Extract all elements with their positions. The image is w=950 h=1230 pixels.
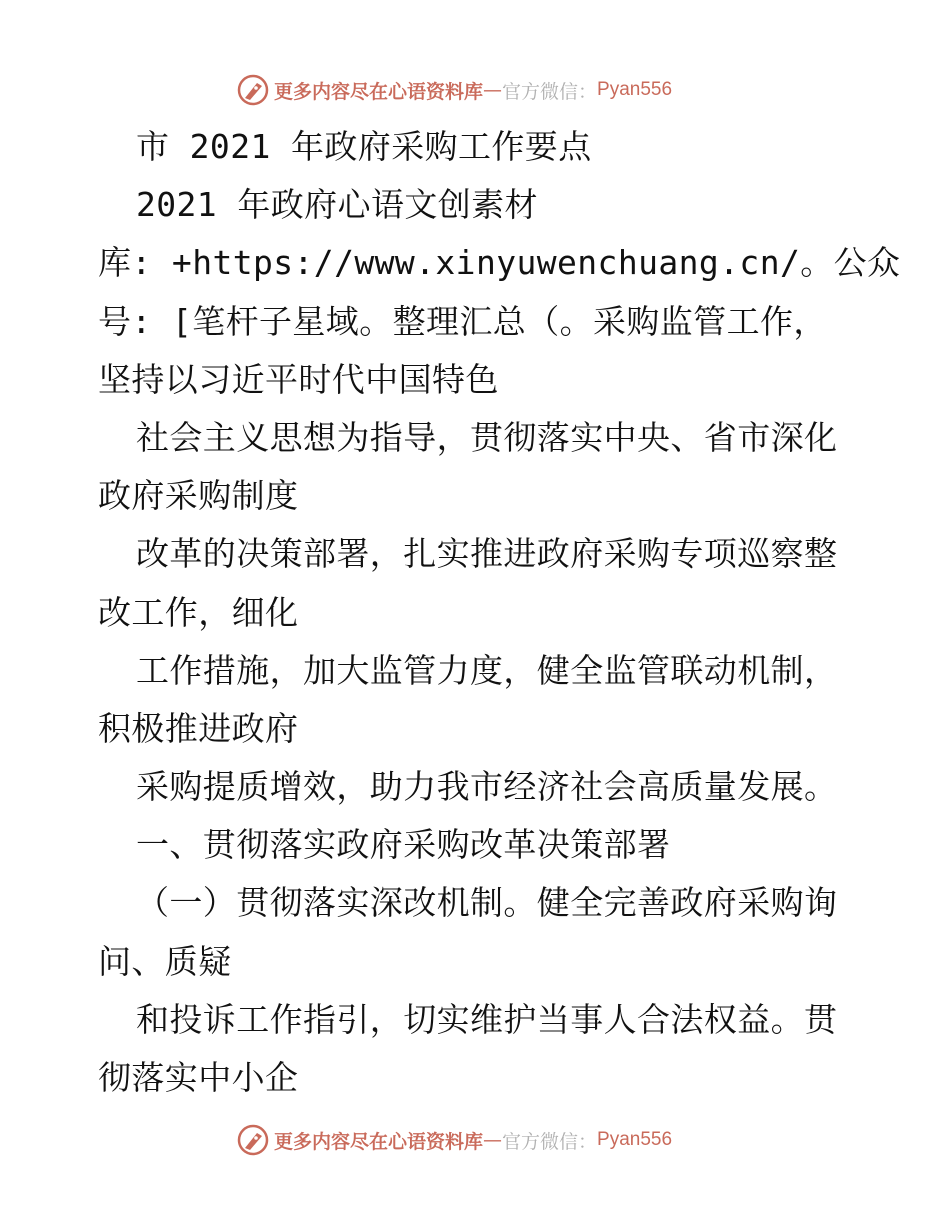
body-line: 改革的决策部署，扎实推进政府采购专项巡察整 [136,534,838,574]
body-line: 采购提质增效，助力我市经济社会高质量发展。 [136,767,838,807]
body-line: 2021 年政府心语文创素材 [136,185,538,225]
pen-nib-logo-icon [236,73,270,107]
body-line: 号: [笔杆子星域。整理汇总（。采购监管工作， [98,301,827,341]
body-line: 政府采购制度 [98,476,299,516]
header-watermark [236,72,716,108]
body-line: 库: +https://www.xinyuwenchuang.cn/。公众 [98,243,901,283]
pen-nib-logo-icon [236,1123,270,1157]
body-line: 彻落实中小企 [98,1058,299,1097]
body-line: 坚持以习近平时代中国特色 [98,359,499,399]
body-line: 社会主义思想为指导，贯彻落实中央、省市深化 [136,417,838,457]
document-title: 市 2021 年政府采购工作要点 [136,127,592,166]
watermark-wechat-label: 官方微信： [502,80,598,103]
document-body [98,118,901,1107]
watermark-wechat-id: Pyan556 [597,79,673,100]
watermark-wechat-id: Pyan556 [597,1129,673,1150]
body-line: 改工作，细化 [98,592,299,632]
watermark-separator: — [483,79,503,101]
subsection-heading: （一）贯彻落实深改机制。健全完善政府采购询 [136,883,838,923]
body-line: 问、质疑 [98,941,232,981]
section-heading: 一、贯彻落实政府采购改革决策部署 [136,825,671,865]
body-line: 工作措施，加大监管力度，健全监管联动机制， [136,650,838,690]
watermark-wechat-label: 官方微信： [502,1130,598,1153]
body-line: 积极推进政府 [98,708,299,748]
body-line: 和投诉工作指引，切实维护当事人合法权益。贯 [136,999,838,1039]
footer-watermark [236,1122,716,1158]
watermark-main-text: 更多内容尽在心语资料库 [274,80,484,103]
watermark-main-text: 更多内容尽在心语资料库 [274,1130,484,1153]
watermark-separator: — [483,1129,503,1151]
